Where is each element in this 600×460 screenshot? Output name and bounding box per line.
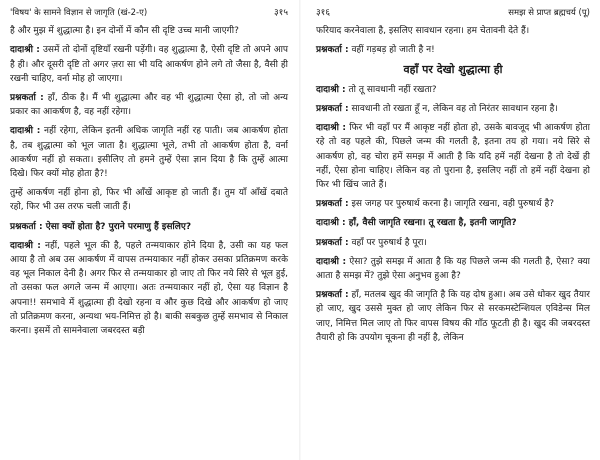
paragraph: [316, 102, 590, 116]
right-header-title: समझ से प्राप्त ब्रह्मचर्य (पू): [508, 8, 590, 18]
paragraph-text: वहाँ पर देखो शुद्धात्मा ही: [403, 62, 503, 76]
paragraph-text: है और मुझ में शुद्धात्मा है। इन दोनों में कौन सी दृष्टि उच्च मानी जाएगी?: [10, 26, 239, 37]
paragraph-text: हाँ, मतलब खुद की जागृति है कि यह दोष हुआ। अब उसे धोकर खुद तैयार हो जाए, खुद उससे मुक्त हो जाए लेकिन फिर से सरकमस्टेन्शियल एविडेन्स मिल जाए, निमित्त मिल जाए तो फिर वापस विषय की गाँठ फूटती ही है। खुद की जबरदस्त तैयारी हो कि उपयोग चूकना ही नहीं है, लेकिन: [316, 290, 590, 343]
right-page: [300, 0, 600, 460]
paragraph-text: फरियाद करनेवाला है, इसलिए सावधान रहना। हम चेतावनी देते हैं।: [316, 26, 530, 37]
speaker-label: दादाश्री :: [316, 123, 347, 134]
paragraph: [316, 236, 590, 250]
paragraph: [316, 43, 590, 57]
paragraph: [316, 255, 590, 283]
speaker-label: प्रश्नकर्ता :: [316, 237, 349, 248]
paragraph: [10, 186, 288, 214]
paragraph-text: तुम्हें आकर्षण नहीं होना हो, फिर भी आँखें आकृष्ट हो जाती हैं। तुम याँ आँखें दबाते रहो, फिर भी उस तरफ चली जाती हैं।: [10, 188, 288, 213]
speaker-label: दादाश्री :: [316, 84, 346, 95]
paragraph: [10, 124, 288, 181]
paragraph-text: हाँ, ठीक है। मैं भी शुद्धात्मा और वह भी शुद्धात्मा ऐसा हो, तो जो अन्य प्रकार का आकर्षण है, वह नहीं रहेगा।: [10, 93, 288, 118]
paragraph: [10, 220, 288, 234]
paragraph-text: वहाँ पर पुरुषार्थ है पूरा।: [351, 237, 427, 248]
paragraph: [316, 121, 590, 192]
speaker-label: प्रश्नकर्ता :: [316, 104, 349, 115]
speaker-label: दादाश्री :: [10, 45, 40, 56]
speaker-label: दादाश्री :: [10, 126, 41, 137]
speaker-label: प्रश्नकर्ता :: [10, 221, 43, 232]
left-page-number: ३१५: [273, 8, 288, 18]
paragraph-text: नहीं रहेगा, लेकिन इतनी अधिक जागृति नहीं रह पाती। जब आकर्षण होता है, तब शुद्धात्मा को भूल जाता है। शुद्धात्मा भूले, तभी तो आकर्षण होता है, वर्ना आकर्षण नहीं हो सकता। इसीलिए तो हमने तुम्हें ऐसा ज्ञान दिया है कि तुम्हें आत्मा दिखे। फिर क्यों मोह होता है?!: [10, 126, 288, 180]
left-page-body: [10, 24, 288, 338]
speaker-label: प्रश्नकर्ता :: [316, 199, 349, 210]
paragraph: [316, 216, 590, 230]
paragraph: [316, 24, 590, 38]
paragraph-text: ऐसा क्यों होता है? पुराने परमाणु हैं इसलिए?: [45, 221, 192, 232]
paragraph-text: नहीं, पहले भूल की है, पहले तन्मयाकार होने दिया है, उसी का यह फल आया है तो अब उस आकर्षण में वापस तन्मयाकार नहीं होकर उसका प्रतिक्रमण करके वह भूल निकाल देनी है। अगर फिर से तन्मयाकार हो जाए तो फिर नये सिरे से भूल हुई, तो उसका फल अगले जन्म में आएगा। अतः तन्मयाकार नहीं हो, ऐसा यह विज्ञान है अपना!! समभावे में शुद्धात्मा ही देखो रहना व और कुछ दिखे और आकर्षण हो जाए तो प्रतिक्रमण करना, अन्यथा भय-निमित्त हो है। बाकी सबकुछ तुम्हें समभाव से निकाल करना। इसमें तो सामनेवाला जबरदस्त बड़ी: [10, 240, 289, 337]
paragraph-text: फिर भी वहाँ पर मैं आकृष्ट नहीं होता हो, उसके बावजूद भी आकर्षण होता रहे तो वह पहले की, पिछले जन्म की गलती है, इतना तय हो गया। नये सिरे से आकर्षण हो, वह चोरा हमें समझ में आती है कि यदि हमें नहीं देखना है तो देखें ही नहीं, ऐसा होना चाहिए। लेकिन वह तो पुराना है, इसलिए नहीं तो हमें नहीं देखना हो फिर भी खिंच जाते हैं।: [316, 123, 591, 191]
speaker-label: प्रश्नकर्ता :: [316, 45, 349, 56]
section-heading: [316, 63, 590, 77]
speaker-label: प्रश्नकर्ता :: [10, 93, 44, 104]
right-page-header: [316, 6, 590, 20]
paragraph: [10, 24, 288, 38]
paragraph-text: ऐसा? तुझे समझ में आता है कि यह पिछले जन्म की गलती है, ऐसा? क्या आता है समझ में? तुझे ऐसा अनुभव हुआ है?: [316, 256, 590, 282]
right-page-number: ३१६: [316, 8, 331, 18]
paragraph-text: तो तू सावधानी नहीं रखता?: [348, 84, 437, 95]
paragraph-text: इस जगह पर पुरुषार्थ करना है। जागृति रखना, वही पुरुषार्थ है?: [351, 199, 554, 210]
paragraph-text: वहीं गड़बड़ हो जाती है न!: [351, 45, 435, 56]
left-header-title: 'विषय' के सामने विज्ञान से जागृति (खं-2-ए): [10, 8, 148, 18]
paragraph: [316, 83, 590, 97]
paragraph: [316, 288, 590, 345]
left-page-header: [10, 6, 288, 20]
paragraph: [10, 239, 288, 338]
speaker-label: दादाश्री :: [316, 218, 346, 229]
paragraph: [10, 43, 288, 86]
speaker-label: दादाश्री :: [316, 256, 347, 267]
paragraph: [10, 91, 288, 119]
paragraph-text: सावधानी तो रखता हूँ न, लेकिन वह तो निरंतर सावधान रहना है।: [351, 104, 558, 115]
speaker-label: प्रश्नकर्ता :: [316, 290, 349, 301]
paragraph: [316, 197, 590, 211]
speaker-label: दादाश्री :: [10, 240, 41, 251]
paragraph-text: हाँ, वैसी जागृति रखना। तू रखता है, इतनी जागृति?: [348, 218, 517, 229]
paragraph-text: उसमें तो दोनों दृष्टियाँ रखनी पड़ेंगी। वह शुद्धात्मा है, ऐसी दृष्टि तो अपने आप है ही। और दूसरी दृष्टि तो अगर ज़रा सा भी यदि आकर्षण होने लगे तो जैसा है, वैसी ही रखनी चाहिए, वर्ना मोह हो जाएगा।: [10, 45, 289, 84]
right-page-body: [316, 24, 590, 345]
